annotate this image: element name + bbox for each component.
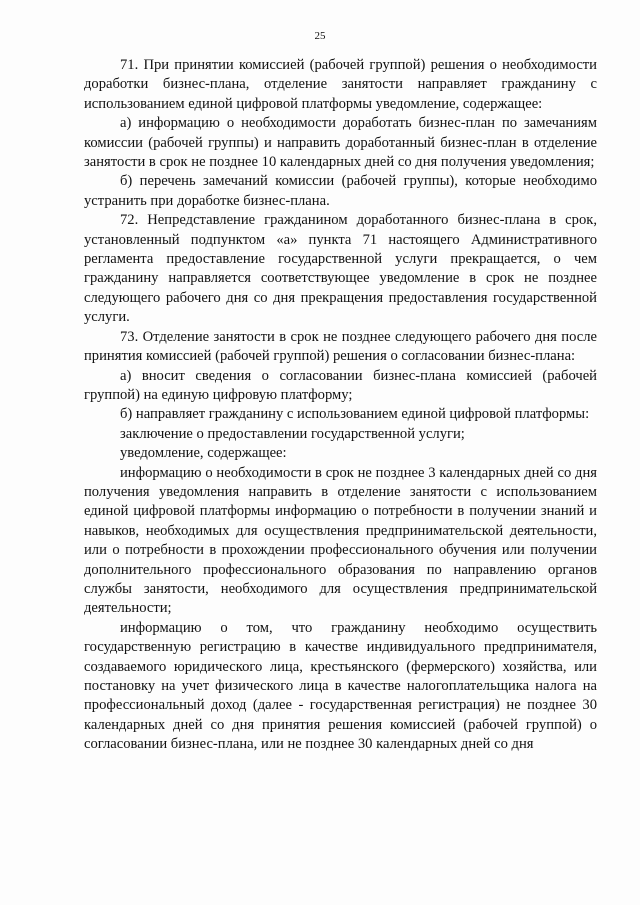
paragraph-conclusion: заключение о предоставлении государственной услуги; — [120, 425, 465, 442]
paragraph-73-b: б) направляет гражданину с использованием единой цифровой платформы: — [120, 406, 590, 423]
page-number: 25 — [314, 30, 326, 42]
paragraph-72: 72. Непредставление гражданином доработанного бизнес-плана в срок, установленный подпунктом «а» пункта 71 настоящего Административного регламента предоставление государственной услуги прекращается, о чем гражданину направляется соответствующее уведомление в срок не позднее следующего рабочего дня со дня прекращения предоставления государственной услуги. — [84, 212, 597, 326]
paragraph-73-a: а) вносит сведения о согласовании бизнес-плана комиссией (рабочей группой) на единую цифровую платформу; — [84, 367, 597, 403]
paragraph-71-b: б) перечень замечаний комиссии (рабочей группы), которые необходимо устранить при доработке бизнес-плана. — [84, 173, 597, 209]
paragraph-71-a: а) информацию о необходимости доработать бизнес-план по замечаниям комиссии (рабочей группы) и направить доработанный бизнес-план в отделение занятости в срок не позднее 10 календарных дней со дня получения уведомления; — [84, 115, 597, 171]
paragraph-info-registration: информацию о том, что гражданину необходимо осуществить государственную регистрацию в качестве индивидуального предпринимателя, создаваемого юридического лица, крестьянского (фермерского) хозяйства, или постановку на учет физического лица в качестве налогоплательщика налога на профессиональный доход (далее - государственная регистрация) не позднее 30 календарных дней со дня принятия решения комиссией (рабочей группой) о согласовании бизнес-плана, или не позднее 30 календарных дней со дня — [84, 619, 597, 753]
paragraph-73: 73. Отделение занятости в срок не позднее следующего рабочего дня после принятия комиссией (рабочей группой) решения о согласовании бизнес-плана: — [84, 328, 597, 365]
document-body — [84, 56, 597, 755]
paragraph-notification: уведомление, содержащее: — [120, 445, 287, 462]
paragraph-71: 71. При принятии комиссией (рабочей группой) решения о необходимости доработки бизнес-плана, отделение занятости направляет гражданину с использованием единой цифровой платформы уведомление, содержащее: — [84, 57, 597, 112]
paragraph-info-training: информацию о необходимости в срок не позднее 3 календарных дней со дня получения уведомления направить в отделение занятости с использованием единой цифровой платформы информацию о потребности в получении знаний и навыков, необходимых для осуществления предпринимательской деятельности, или о потребности в прохождении профессионального обучения или получении дополнительного профессионального образования по направлению органов службы занятости, необходимого для осуществления предпринимательской деятельности; — [84, 464, 597, 617]
